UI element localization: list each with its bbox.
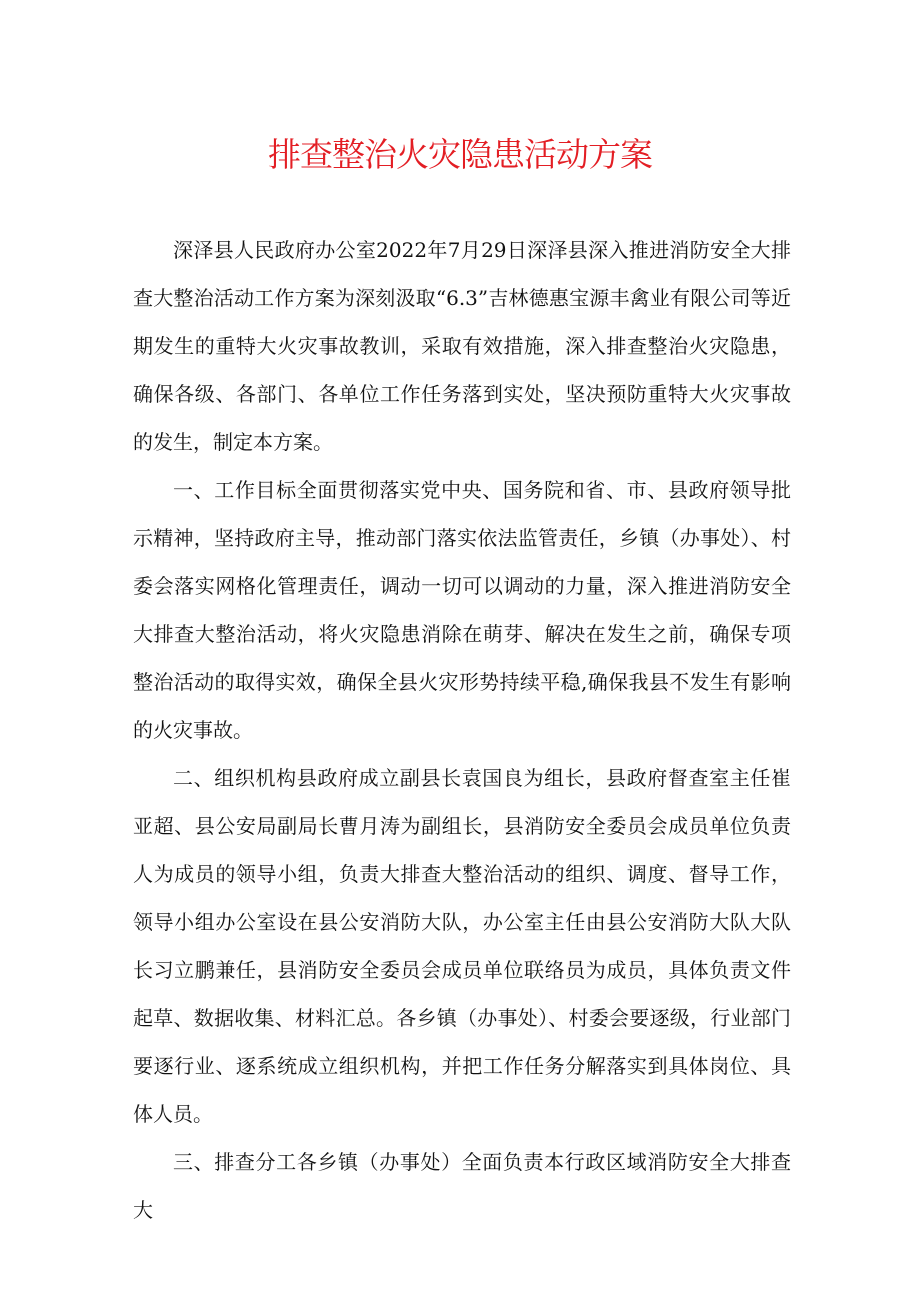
document-body: [133, 226, 791, 1234]
paragraph-work-goals: 一、工作目标全面贯彻落实党中央、国务院和省、市、县政府领导批示精神，坚持政府主导，推动部门落实依法监管责任，乡镇（办事处）、村委会落实网格化管理责任，调动一切可以调动的力量，深入推进消防安全大排查大整治活动，将火灾隐患消除在萌芽、解决在发生之前，确保专项整治活动的取得实效，确保全县火灾形势持续平稳,确保我县不发生有影响的火灾事故。: [133, 478, 791, 742]
paragraph-organization: 二、组织机构县政府成立副县长袁国良为组长，县政府督查室主任崔亚超、县公安局副局长曹月涛为副组长，县消防安全委员会成员单位负责人为成员的领导小组，负责大排查大整治活动的组织、调度、督导工作，领导小组办公室设在县公安消防大队，办公室主任由县公安消防大队大队长习立鹏兼任，县消防安全委员会成员单位联络员为成员，具体负责文件起草、数据收集、材料汇总。各乡镇（办事处）、村委会要逐级，行业部门要逐行业、逐系统成立组织机构，并把工作任务分解落实到具体岗位、具体人员。: [133, 766, 791, 1126]
document-title: 排查整治火灾隐患活动方案: [268, 135, 652, 174]
paragraph-task-division: 三、排查分工各乡镇（办事处）全面负责本行政区域消防安全大排查大: [133, 1150, 791, 1222]
paragraph-intro: 深泽县人民政府办公室2022年7月29日深泽县深入推进消防安全大排查大整治活动工作方案为深刻汲取“6.3”吉林德惠宝源丰禽业有限公司等近期发生的重特大火灾事故教训，采取有效措施，深入排查整治火灾隐患，确保各级、各部门、各单位工作任务落到实处，坚决预防重特大火灾事故的发生，制定本方案。: [133, 238, 791, 454]
